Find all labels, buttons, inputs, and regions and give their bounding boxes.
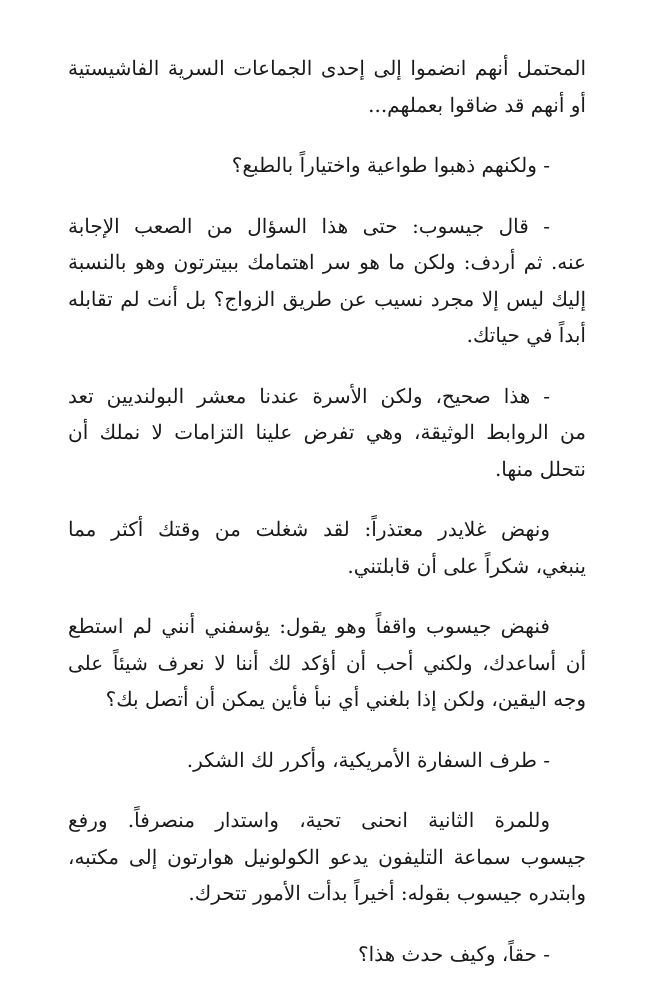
paragraph bbox=[68, 50, 586, 123]
text-line: المحتمل أنهم انضموا إلى إحدى الجماعات السرية الفاشيستية bbox=[68, 56, 586, 80]
paragraph bbox=[68, 742, 586, 779]
text-line: ينبغي، شكراً على أن قابلتني. bbox=[347, 553, 586, 578]
paragraph bbox=[68, 802, 586, 912]
text-line: عنه. ثم أردف: ولكن ما هو سر اهتمامك ببيترتون وهو بالنسبة bbox=[68, 250, 586, 274]
text-line: فنهض جيسوب واقفاً وهو يقول: يؤسفني أنني لم استطع bbox=[68, 614, 550, 638]
text-line: من الروابط الوثيقة، وهي تفرض علينا التزامات لا نملك أن bbox=[68, 420, 586, 444]
text-line: - هذا صحيح، ولكن الأسرة عندنا معشر البولنديين تعد bbox=[68, 383, 550, 408]
text-line: وابتدره جيسوب بقوله: أخيراً بدأت الأمور تتحرك. bbox=[188, 881, 586, 905]
text-line: ونهض غلايدر معتذراً: لقد شغلت من وقتك أكثر مما bbox=[68, 517, 550, 541]
paragraph bbox=[68, 936, 586, 973]
text-line: أو أنهم قد ضاقوا بعملهم... bbox=[368, 92, 586, 117]
paragraph bbox=[68, 208, 586, 354]
paragraph bbox=[68, 378, 586, 488]
text-line: - قال جيسوب: حتى هذا السؤال من الصعب الإجابة bbox=[68, 213, 550, 238]
text-line: وجه اليقين، ولكن إذا بلغني أي نبأ فأين يمكن أن أتصل بك؟ bbox=[105, 687, 586, 711]
text-line: - ولكنهم ذهبوا طواعية واختياراً بالطبع؟ bbox=[231, 153, 550, 177]
text-line: وللمرة الثانية انحنى تحية، واستدار منصرفاً. ورفع bbox=[68, 808, 550, 832]
paragraph bbox=[68, 147, 586, 184]
text-line: أبداً في حياتك. bbox=[466, 323, 586, 347]
text-line: نتحلل منها. bbox=[494, 456, 586, 481]
paragraph bbox=[68, 608, 586, 718]
text-line: إليك ليس إلا مجرد نسيب عن طريق الزواج؟ بل أنت لم تقابله bbox=[68, 286, 586, 311]
text-line: - طرف السفارة الأمريكية، وأكرر لك الشكر. bbox=[186, 747, 550, 772]
text-line: جيسوب سماعة التليفون يدعو الكولونيل هوارتون إلى مكتبه، bbox=[68, 844, 586, 869]
book-page bbox=[68, 50, 586, 972]
text-line: أن أساعدك، ولكني أحب أن أؤكد لك أننا لا نعرف شيئاً على bbox=[68, 650, 586, 675]
text-line: - حقاً، وكيف حدث هذا؟ bbox=[357, 941, 550, 966]
paragraph bbox=[68, 511, 586, 584]
